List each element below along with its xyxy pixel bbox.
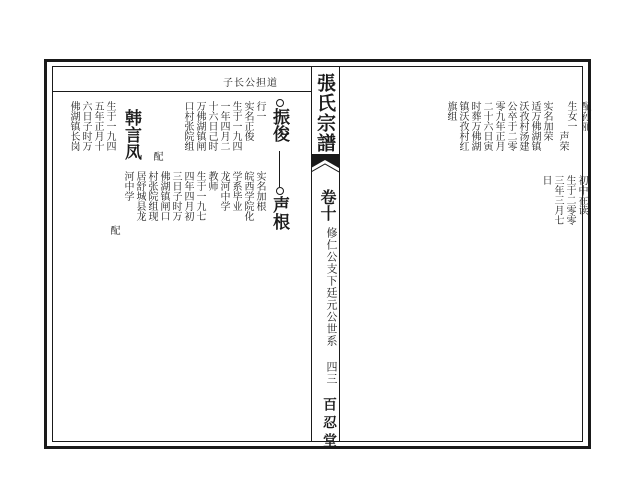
bio-column: 教师: [206, 171, 217, 191]
bio-column: 一年四月二: [218, 101, 229, 151]
bio-column: 居舒城县龙: [134, 171, 145, 221]
spouse-bio-column: 佛湖镇长岗: [68, 101, 79, 151]
fishtail-ornament: [311, 154, 339, 184]
hall-name: 百忍堂: [321, 397, 337, 451]
volume-label: 卷十: [318, 189, 337, 221]
bio-column: 村张院组现: [146, 171, 157, 221]
generation-circle: [276, 187, 284, 195]
bio-column: 实名加荣: [541, 101, 552, 141]
bio-column: 生于一九七: [194, 171, 205, 221]
book-title: 張氏宗譜: [314, 73, 336, 153]
bio-column: 实名加根: [254, 171, 265, 211]
person-name: 振俊: [269, 108, 289, 142]
person-name: 声根: [269, 196, 289, 230]
bio-column: 四年四月初: [182, 171, 193, 221]
bio-column: 生于一九四: [230, 101, 241, 151]
bio-column: 沃孜村汤建: [517, 101, 528, 151]
bio-column: 河中学: [122, 171, 133, 201]
bio-column: 口村张院组: [182, 101, 193, 151]
bio-column: 二十六日寅: [481, 101, 492, 151]
bio-column: 万佛湖镇闸: [194, 101, 205, 151]
spouse-bio-column: 六日子时万: [80, 101, 91, 151]
bio-column: 佛湖镇闸口: [158, 171, 169, 221]
bio-column: 日: [540, 175, 551, 185]
bio-column: 适万佛湖镇: [529, 101, 540, 151]
bio-column: 实名正俊: [242, 101, 253, 141]
bio-column: 学系毕业: [230, 171, 241, 211]
pei-label: 配: [151, 151, 162, 161]
rank-text: 行一: [254, 101, 265, 121]
page-inner-border: [52, 66, 590, 451]
bio-column: 三日子时万: [170, 171, 181, 221]
bio-column: 皖西学院化: [242, 171, 253, 221]
lineage-subtitle: 修仁公支下廷元公世系 四三: [325, 227, 338, 385]
bio-column: 时葬万佛湖: [469, 101, 480, 151]
branch-header: 子长公担道: [223, 78, 278, 89]
spouse-bio-column: 生于一九四: [104, 101, 115, 151]
bio-column: 镇沃孜村红: [457, 101, 468, 151]
bio-column: 生女一: [565, 101, 576, 131]
generation-circle: [276, 99, 284, 107]
bio-column: 配孙丽: [579, 101, 590, 131]
bio-column: 初中在读: [576, 175, 587, 215]
spouse-bio-column: 五年正月十: [92, 101, 103, 151]
header-rule: [53, 91, 311, 92]
child-name: 声荣: [557, 131, 568, 151]
bio-column: 三年三月七: [552, 175, 563, 225]
bio-column: 生于二零零: [564, 175, 575, 225]
bio-column: 公卒于二零: [505, 101, 516, 151]
genealogy-page: [44, 59, 591, 449]
bio-column: 旗组: [445, 101, 456, 121]
bio-column: 龙河中学: [218, 171, 229, 211]
pei-label: 配: [108, 225, 119, 235]
bio-column: 十六日己时: [206, 101, 217, 151]
descent-line: [279, 151, 280, 187]
spine-right-rule: [339, 67, 340, 441]
bio-column: 零九年正月: [493, 101, 504, 151]
spouse-name: 韩言凤: [121, 109, 141, 160]
